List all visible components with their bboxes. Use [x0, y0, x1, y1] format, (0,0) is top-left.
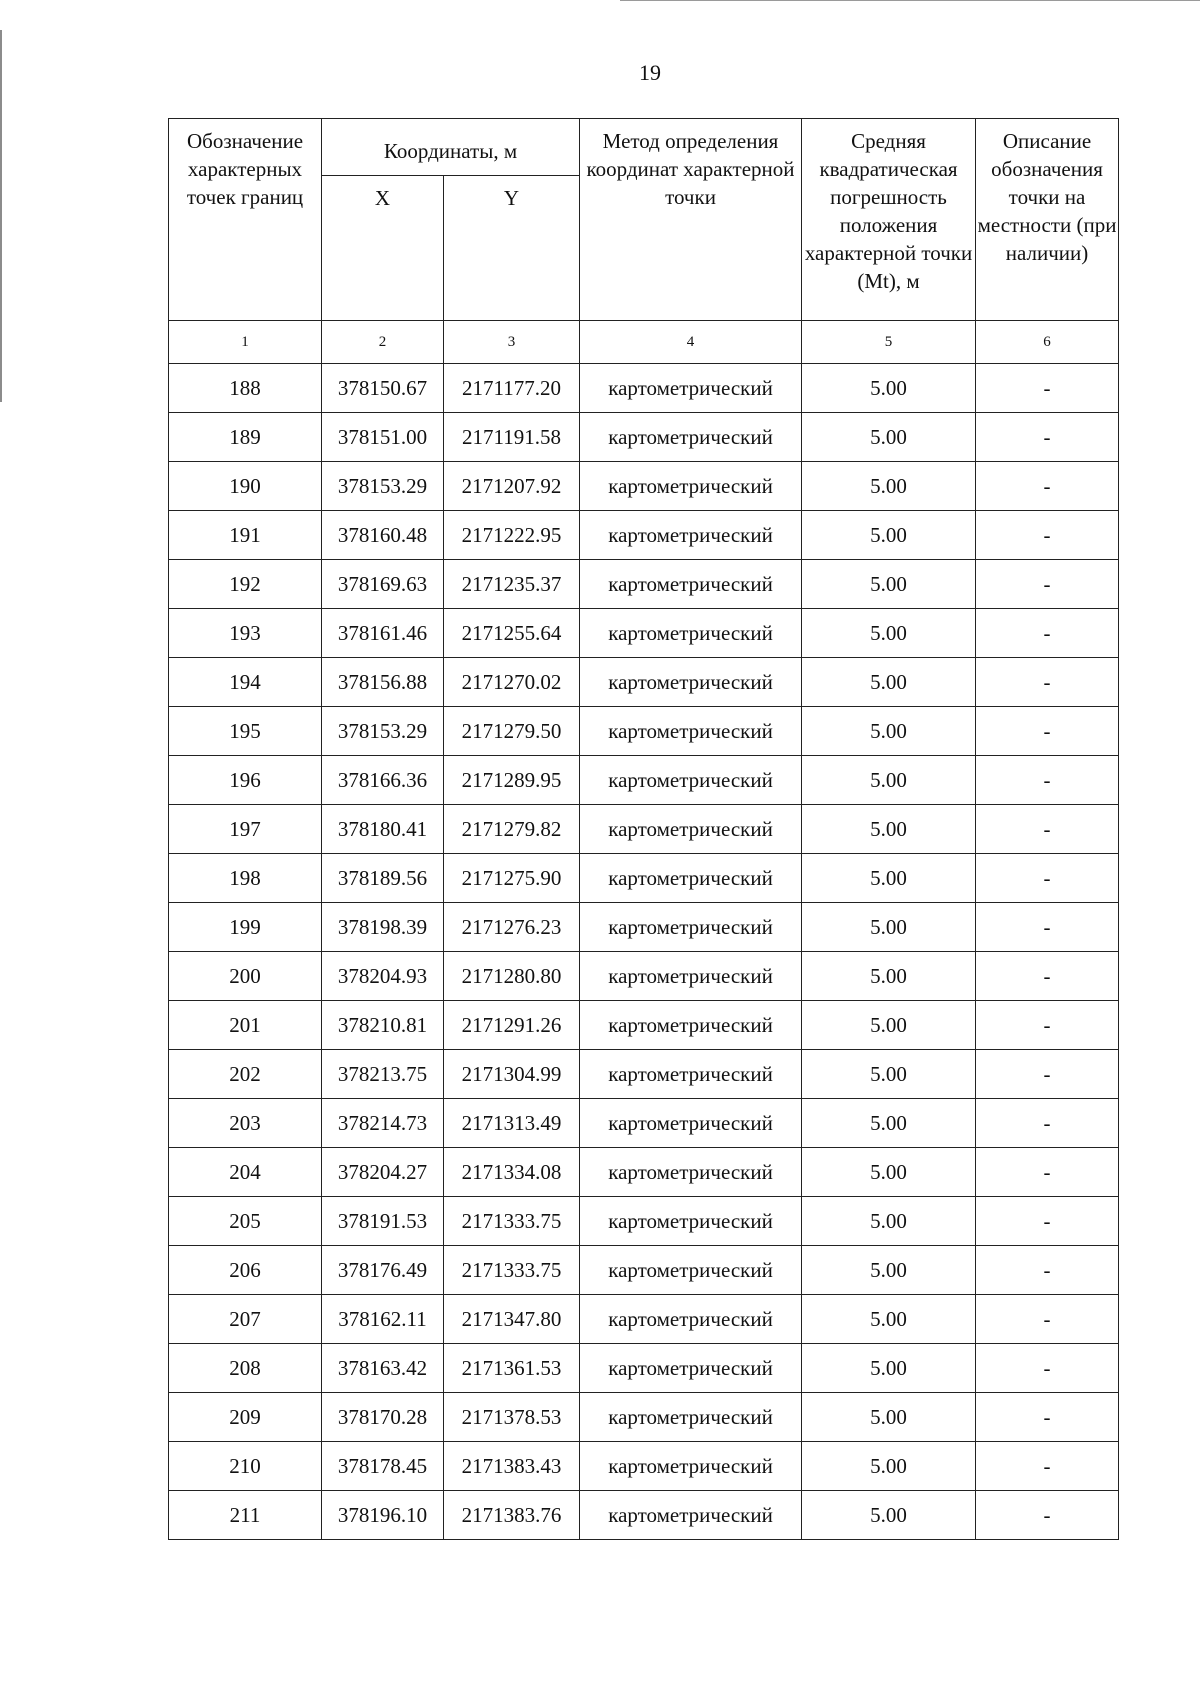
cell-mt: 5.00	[802, 1246, 976, 1295]
table-row	[169, 364, 1119, 413]
cell-y: 2171279.82	[444, 805, 580, 854]
cell-method: картометрический	[580, 854, 802, 903]
cell-x: 378213.75	[322, 1050, 444, 1099]
cell-y: 2171313.49	[444, 1099, 580, 1148]
cell-mt: 5.00	[802, 1001, 976, 1050]
cell-y: 2171191.58	[444, 413, 580, 462]
cell-description: -	[976, 364, 1119, 413]
table-body	[169, 364, 1119, 1540]
cell-y: 2171383.43	[444, 1442, 580, 1491]
page-number: 19	[639, 60, 661, 85]
cell-y: 2171280.80	[444, 952, 580, 1001]
cell-description: -	[976, 1001, 1119, 1050]
table-row	[169, 1050, 1119, 1099]
header-accuracy: Средняя квадратическая погрешность положения характерной точки (Mt), м	[802, 119, 976, 321]
cell-x: 378180.41	[322, 805, 444, 854]
cell-mt: 5.00	[802, 756, 976, 805]
cell-method: картометрический	[580, 658, 802, 707]
cell-method: картометрический	[580, 1001, 802, 1050]
table-row	[169, 952, 1119, 1001]
cell-point: 194	[169, 658, 322, 707]
cell-description: -	[976, 903, 1119, 952]
cell-description: -	[976, 1197, 1119, 1246]
cell-mt: 5.00	[802, 1197, 976, 1246]
cell-method: картометрический	[580, 952, 802, 1001]
table-row	[169, 658, 1119, 707]
header-y: Y	[444, 176, 580, 321]
cell-method: картометрический	[580, 1099, 802, 1148]
cell-x: 378214.73	[322, 1099, 444, 1148]
cell-y: 2171177.20	[444, 364, 580, 413]
cell-y: 2171347.80	[444, 1295, 580, 1344]
cell-mt: 5.00	[802, 1295, 976, 1344]
table-row	[169, 805, 1119, 854]
cell-mt: 5.00	[802, 1344, 976, 1393]
cell-description: -	[976, 1442, 1119, 1491]
table-row	[169, 462, 1119, 511]
header-method: Метод определения координат характерной точки	[580, 119, 802, 321]
cell-x: 378204.27	[322, 1148, 444, 1197]
cell-point: 188	[169, 364, 322, 413]
cell-mt: 5.00	[802, 854, 976, 903]
table-row	[169, 1001, 1119, 1050]
cell-description: -	[976, 1295, 1119, 1344]
column-number: 6	[976, 321, 1119, 364]
column-number: 1	[169, 321, 322, 364]
cell-point: 197	[169, 805, 322, 854]
cell-point: 200	[169, 952, 322, 1001]
table-row	[169, 609, 1119, 658]
cell-y: 2171361.53	[444, 1344, 580, 1393]
coordinates-table	[168, 118, 1119, 1540]
cell-point: 210	[169, 1442, 322, 1491]
cell-point: 195	[169, 707, 322, 756]
table-row	[169, 1197, 1119, 1246]
cell-point: 207	[169, 1295, 322, 1344]
cell-y: 2171289.95	[444, 756, 580, 805]
cell-method: картометрический	[580, 707, 802, 756]
cell-point: 206	[169, 1246, 322, 1295]
header-x: X	[322, 176, 444, 321]
cell-x: 378160.48	[322, 511, 444, 560]
table-row	[169, 1295, 1119, 1344]
cell-y: 2171255.64	[444, 609, 580, 658]
cell-x: 378170.28	[322, 1393, 444, 1442]
cell-description: -	[976, 707, 1119, 756]
table-row	[169, 560, 1119, 609]
cell-y: 2171276.23	[444, 903, 580, 952]
cell-y: 2171222.95	[444, 511, 580, 560]
cell-y: 2171304.99	[444, 1050, 580, 1099]
cell-y: 2171291.26	[444, 1001, 580, 1050]
cell-point: 208	[169, 1344, 322, 1393]
cell-point: 202	[169, 1050, 322, 1099]
table-row	[169, 854, 1119, 903]
cell-method: картометрический	[580, 1246, 802, 1295]
table-row	[169, 1344, 1119, 1393]
cell-mt: 5.00	[802, 1393, 976, 1442]
cell-method: картометрический	[580, 1050, 802, 1099]
cell-x: 378189.56	[322, 854, 444, 903]
cell-y: 2171235.37	[444, 560, 580, 609]
cell-point: 199	[169, 903, 322, 952]
cell-description: -	[976, 413, 1119, 462]
table-row	[169, 511, 1119, 560]
cell-description: -	[976, 854, 1119, 903]
cell-mt: 5.00	[802, 1491, 976, 1540]
cell-method: картометрический	[580, 1295, 802, 1344]
cell-description: -	[976, 560, 1119, 609]
cell-description: -	[976, 462, 1119, 511]
cell-mt: 5.00	[802, 364, 976, 413]
column-number: 4	[580, 321, 802, 364]
cell-description: -	[976, 1148, 1119, 1197]
cell-description: -	[976, 1050, 1119, 1099]
table-row	[169, 1099, 1119, 1148]
cell-point: 196	[169, 756, 322, 805]
cell-point: 193	[169, 609, 322, 658]
scan-edge-top	[620, 0, 1200, 1]
cell-method: картометрический	[580, 560, 802, 609]
cell-mt: 5.00	[802, 413, 976, 462]
cell-method: картометрический	[580, 1491, 802, 1540]
cell-point: 201	[169, 1001, 322, 1050]
cell-x: 378151.00	[322, 413, 444, 462]
cell-method: картометрический	[580, 1197, 802, 1246]
cell-mt: 5.00	[802, 658, 976, 707]
cell-x: 378153.29	[322, 707, 444, 756]
cell-method: картометрический	[580, 903, 802, 952]
cell-method: картометрический	[580, 364, 802, 413]
cell-x: 378163.42	[322, 1344, 444, 1393]
cell-method: картометрический	[580, 1148, 802, 1197]
table-row	[169, 1442, 1119, 1491]
cell-method: картометрический	[580, 1393, 802, 1442]
cell-x: 378204.93	[322, 952, 444, 1001]
cell-mt: 5.00	[802, 1442, 976, 1491]
cell-point: 191	[169, 511, 322, 560]
cell-method: картометрический	[580, 413, 802, 462]
cell-mt: 5.00	[802, 707, 976, 756]
cell-mt: 5.00	[802, 609, 976, 658]
cell-description: -	[976, 658, 1119, 707]
cell-description: -	[976, 805, 1119, 854]
cell-method: картометрический	[580, 1344, 802, 1393]
cell-x: 378161.46	[322, 609, 444, 658]
cell-point: 209	[169, 1393, 322, 1442]
cell-x: 378156.88	[322, 658, 444, 707]
table-row	[169, 707, 1119, 756]
table-row	[169, 1491, 1119, 1540]
cell-y: 2171378.53	[444, 1393, 580, 1442]
cell-point: 211	[169, 1491, 322, 1540]
cell-description: -	[976, 1393, 1119, 1442]
cell-point: 198	[169, 854, 322, 903]
cell-x: 378210.81	[322, 1001, 444, 1050]
cell-x: 378150.67	[322, 364, 444, 413]
cell-description: -	[976, 511, 1119, 560]
cell-point: 204	[169, 1148, 322, 1197]
cell-mt: 5.00	[802, 805, 976, 854]
table-row	[169, 1148, 1119, 1197]
cell-y: 2171207.92	[444, 462, 580, 511]
cell-method: картометрический	[580, 1442, 802, 1491]
cell-method: картометрический	[580, 609, 802, 658]
cell-x: 378191.53	[322, 1197, 444, 1246]
table-row	[169, 413, 1119, 462]
cell-mt: 5.00	[802, 903, 976, 952]
cell-x: 378176.49	[322, 1246, 444, 1295]
cell-y: 2171334.08	[444, 1148, 580, 1197]
column-number: 5	[802, 321, 976, 364]
cell-x: 378178.45	[322, 1442, 444, 1491]
cell-y: 2171270.02	[444, 658, 580, 707]
cell-y: 2171383.76	[444, 1491, 580, 1540]
table-row	[169, 903, 1119, 952]
table-row	[169, 756, 1119, 805]
cell-x: 378166.36	[322, 756, 444, 805]
cell-mt: 5.00	[802, 511, 976, 560]
cell-method: картометрический	[580, 756, 802, 805]
cell-mt: 5.00	[802, 1148, 976, 1197]
cell-y: 2171275.90	[444, 854, 580, 903]
cell-method: картометрический	[580, 805, 802, 854]
cell-mt: 5.00	[802, 1099, 976, 1148]
cell-point: 189	[169, 413, 322, 462]
cell-point: 203	[169, 1099, 322, 1148]
cell-description: -	[976, 1099, 1119, 1148]
cell-point: 192	[169, 560, 322, 609]
cell-mt: 5.00	[802, 1050, 976, 1099]
cell-description: -	[976, 756, 1119, 805]
cell-method: картометрический	[580, 511, 802, 560]
cell-description: -	[976, 1344, 1119, 1393]
cell-x: 378198.39	[322, 903, 444, 952]
cell-x: 378196.10	[322, 1491, 444, 1540]
column-number: 2	[322, 321, 444, 364]
header-coordinates: Координаты, м	[322, 119, 580, 176]
cell-y: 2171333.75	[444, 1246, 580, 1295]
cell-description: -	[976, 1246, 1119, 1295]
cell-mt: 5.00	[802, 462, 976, 511]
cell-point: 190	[169, 462, 322, 511]
table-row	[169, 1246, 1119, 1295]
cell-description: -	[976, 952, 1119, 1001]
cell-description: -	[976, 1491, 1119, 1540]
cell-point: 205	[169, 1197, 322, 1246]
cell-x: 378162.11	[322, 1295, 444, 1344]
cell-mt: 5.00	[802, 560, 976, 609]
cell-mt: 5.00	[802, 952, 976, 1001]
cell-x: 378153.29	[322, 462, 444, 511]
column-number-row	[169, 321, 1119, 364]
cell-method: картометрический	[580, 462, 802, 511]
cell-y: 2171279.50	[444, 707, 580, 756]
cell-description: -	[976, 609, 1119, 658]
table-row	[169, 1393, 1119, 1442]
header-description: Описание обозначения точки на местности (при наличии)	[976, 119, 1119, 321]
column-number: 3	[444, 321, 580, 364]
header-point-designation: Обозначение характерных точек границ	[169, 119, 322, 321]
cell-y: 2171333.75	[444, 1197, 580, 1246]
cell-x: 378169.63	[322, 560, 444, 609]
